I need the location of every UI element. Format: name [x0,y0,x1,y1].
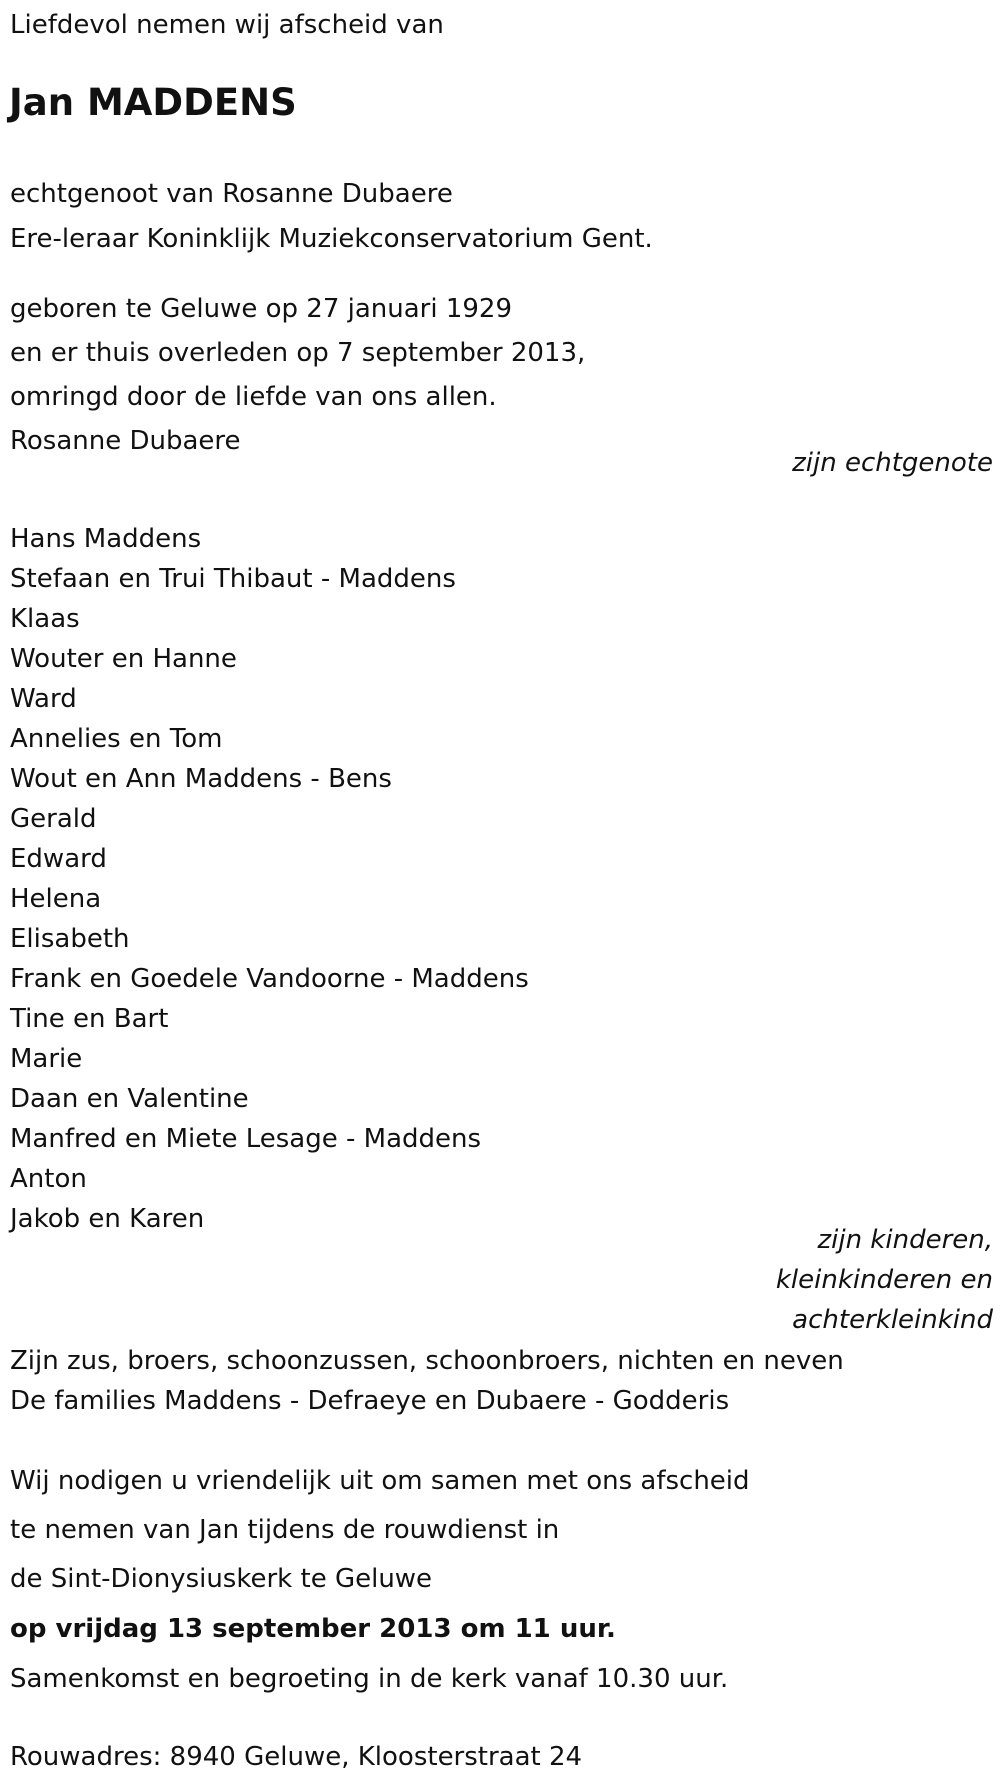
family-role-line: kleinkinderen en [775,1265,993,1295]
family-member: Ward [10,684,77,714]
spouse-role: zijn echtgenote [792,448,993,478]
family-member: Wout en Ann Maddens - Bens [10,764,392,794]
family-member: Jakob en Karen [10,1204,205,1234]
spouse-name: Rosanne Dubaere [10,426,241,456]
family-role [776,1220,993,1340]
family-member: Hans Maddens [10,524,202,554]
birth-line: geboren te Geluwe op 27 januari 1929 [10,294,513,324]
intro-text: Liefdevol nemen wij afscheid van [10,10,444,40]
family-member: Elisabeth [10,924,130,954]
family-member: Marie [10,1044,83,1074]
families-line: De families Maddens - Defraeye en Dubaere - Godderis [10,1386,730,1416]
family-member: Helena [10,884,102,914]
family-member: Annelies en Tom [10,724,223,754]
family-member: Manfred en Miete Lesage - Maddens [10,1124,482,1154]
family-member: Daan en Valentine [10,1084,249,1114]
surrounded-line: omringd door de liefde van ons allen. [10,382,497,412]
invite-line: te nemen van Jan tijdens de rouwdienst in [10,1515,560,1545]
spouse-line: echtgenoot van Rosanne Dubaere [10,179,453,209]
death-line: en er thuis overleden op 7 september 2013, [10,338,586,368]
service-date: op vrijdag 13 september 2013 om 11 uur. [10,1614,616,1644]
deceased-name: Jan MADDENS [9,81,297,124]
relatives-line: Zijn zus, broers, schoonzussen, schoonbroers, nichten en neven [10,1346,844,1376]
family-role-line: zijn kinderen, [817,1225,993,1255]
family-role-line: achterkleinkind [792,1305,993,1335]
family-member: Tine en Bart [10,1004,169,1034]
invite-line: de Sint-Dionysiuskerk te Geluwe [10,1564,433,1594]
family-member: Edward [10,844,107,874]
family-member: Gerald [10,804,97,834]
family-member: Klaas [10,604,80,634]
family-member: Anton [10,1164,87,1194]
family-list [10,519,529,1239]
family-member: Wouter en Hanne [10,644,237,674]
mourning-address: Rouwadres: 8940 Geluwe, Kloosterstraat 24 [10,1742,583,1772]
family-member: Frank en Goedele Vandoorne - Maddens [10,964,529,994]
family-member: Stefaan en Trui Thibaut - Maddens [10,564,456,594]
profession-line: Ere-leraar Koninklijk Muziekconservatorium Gent. [10,224,653,254]
invite-line: Wij nodigen u vriendelijk uit om samen met ons afscheid [10,1466,750,1496]
gathering-line: Samenkomst en begroeting in de kerk vanaf 10.30 uur. [10,1664,729,1694]
